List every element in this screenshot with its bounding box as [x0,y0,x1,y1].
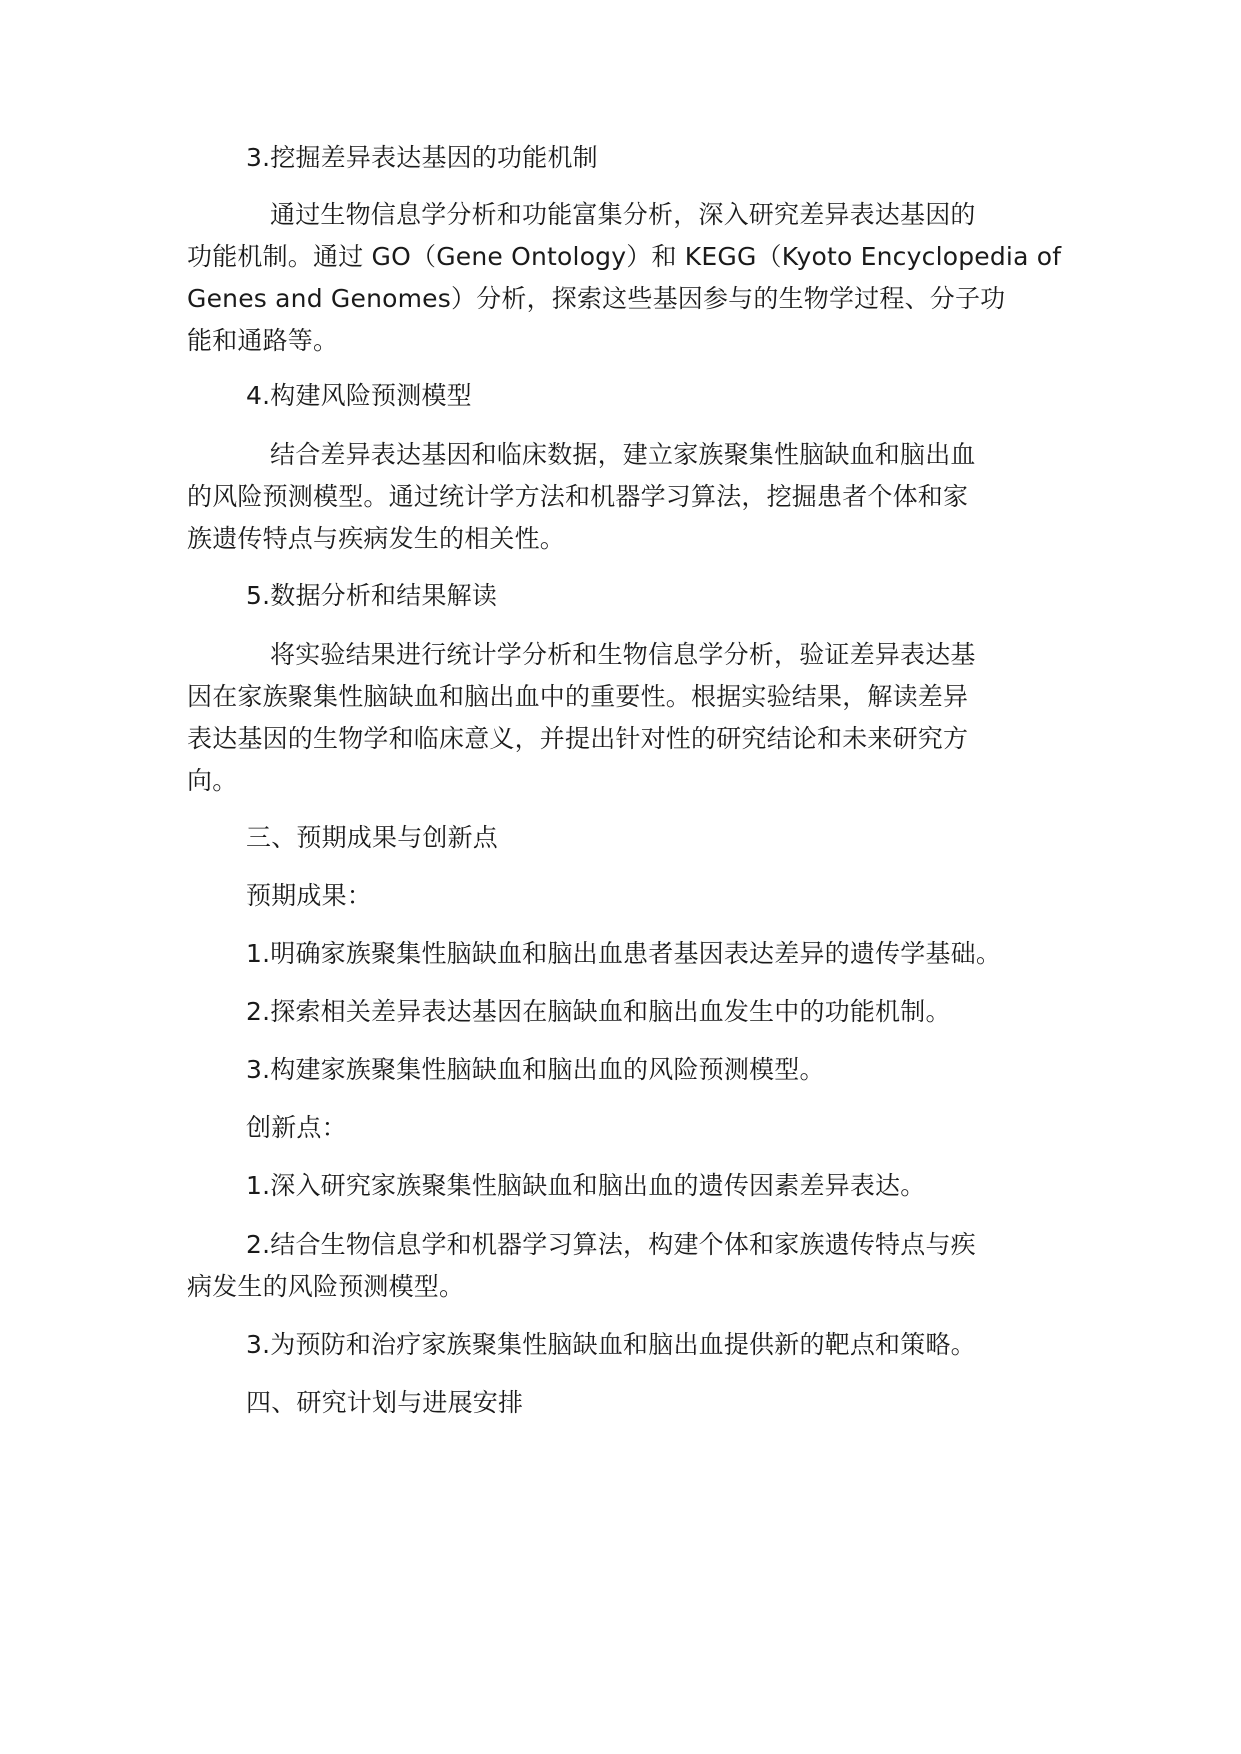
section-4-paragraph-line-1: 结合差异表达基因和临床数据，建立家族聚集性脑缺血和脑出血 [270,440,976,469]
chapter-3-heading: 三、预期成果与创新点 [246,823,499,852]
section-5-paragraph-line-4: 向。 [187,766,238,795]
expected-item-3: 3.构建家族聚集性脑缺血和脑出血的风险预测模型。 [246,1055,825,1084]
section-5-heading: 5.数据分析和结果解读 [246,581,498,610]
section-4-heading: 4.构建风险预测模型 [246,381,472,410]
innovation-item-1: 1.深入研究家族聚集性脑缺血和脑出血的遗传因素差异表达。 [246,1171,926,1200]
expected-item-1: 1.明确家族聚集性脑缺血和脑出血患者基因表达差异的遗传学基础。 [246,939,1002,968]
expected-results-label: 预期成果： [246,881,373,910]
section-3-paragraph-line-1: 通过生物信息学分析和功能富集分析，深入研究差异表达基因的 [270,200,976,229]
section-5-paragraph-line-3: 表达基因的生物学和临床意义，并提出针对性的研究结论和未来研究方 [187,724,969,753]
innovation-item-3: 3.为预防和治疗家族聚集性脑缺血和脑出血提供新的靶点和策略。 [246,1330,976,1359]
section-3-paragraph-line-2: 功能机制。通过 GO（Gene Ontology）和 KEGG（Kyoto Encyclopedia of [187,242,1062,271]
section-3-paragraph-line-3: Genes and Genomes）分析，探索这些基因参与的生物学过程、分子功 [187,284,1006,313]
expected-item-2: 2.探索相关差异表达基因在脑缺血和脑出血发生中的功能机制。 [246,997,951,1026]
section-4-paragraph-line-2: 的风险预测模型。通过统计学方法和机器学习算法，挖掘患者个体和家 [187,482,969,511]
section-5-paragraph-line-1: 将实验结果进行统计学分析和生物信息学分析，验证差异表达基 [270,640,976,669]
section-5-paragraph-line-2: 因在家族聚集性脑缺血和脑出血中的重要性。根据实验结果，解读差异 [187,682,969,711]
section-3-heading: 3.挖掘差异表达基因的功能机制 [246,143,598,172]
innovation-label: 创新点： [246,1113,347,1142]
innovation-item-2-line-2: 病发生的风险预测模型。 [187,1272,465,1301]
section-4-paragraph-line-3: 族遗传特点与疾病发生的相关性。 [187,524,566,553]
section-3-paragraph-line-4: 能和通路等。 [187,326,339,355]
chapter-4-heading: 四、研究计划与进展安排 [246,1388,524,1417]
innovation-item-2-line-1: 2.结合生物信息学和机器学习算法，构建个体和家族遗传特点与疾 [246,1230,976,1259]
